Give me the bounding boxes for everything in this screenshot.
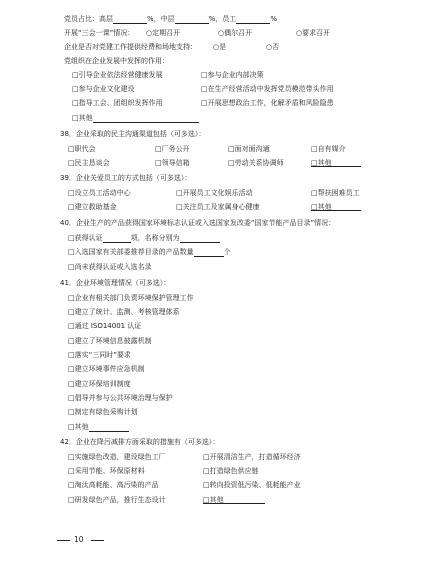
checkbox-option[interactable]: □建立了统计、监测、考核管理体系 xyxy=(68,308,180,316)
checkbox-option[interactable]: □建立了环境信息披露机制 xyxy=(68,337,152,345)
q41-title: 41．企业环境管理情况（可多选）： xyxy=(60,279,171,287)
other-label: □其他 xyxy=(203,496,224,504)
footer-dash-left xyxy=(57,540,70,541)
checkbox-option[interactable]: □开展清洁生产，打造循环经济 xyxy=(203,453,301,461)
checkbox-option[interactable]: □职代会 xyxy=(68,145,96,153)
checkbox-option[interactable]: □打造绿色供应链 xyxy=(203,467,259,475)
q40-certified-line xyxy=(68,234,220,243)
checkbox-option[interactable]: □转向投资低污染、低耗能产业 xyxy=(203,481,301,489)
checkbox-option[interactable]: □实施绿色改造，建设绿色工厂 xyxy=(68,453,166,461)
checkbox-listed[interactable]: □入选国家有关部委推荐目录的产品数量 xyxy=(68,248,194,256)
other-blank[interactable] xyxy=(311,203,361,211)
checkbox-option[interactable]: □建立环保培训制度 xyxy=(68,380,131,388)
role-question: 党组织在企业发展中发挥的作用： xyxy=(64,57,169,65)
checkbox-option[interactable]: □劳动关系协调师 xyxy=(228,159,284,167)
footer-dash-right xyxy=(91,540,104,541)
checkbox-option[interactable]: □引导企业依法经营健康发展 xyxy=(72,71,163,79)
checkbox-option[interactable]: □参与企业内部决策 xyxy=(201,71,264,79)
checkbox-option[interactable]: □倡导并参与公共环境治理与保护 xyxy=(68,394,173,402)
percent-sign: %， xyxy=(208,15,223,23)
names-label: 项，名称分别为 xyxy=(130,234,180,242)
venue-label: 企业是否对党建工作提供经费和场地支持： xyxy=(64,43,197,51)
checkbox-option[interactable]: □建立救助基金 xyxy=(68,203,117,211)
count-blank[interactable] xyxy=(103,235,131,243)
option-regular[interactable]: ○定期召开 xyxy=(146,29,181,37)
checkbox-other[interactable]: □其他 xyxy=(72,114,93,122)
checkbox-option[interactable]: □领导信箱 xyxy=(155,159,190,167)
page-number: 10 xyxy=(74,535,84,544)
q40-title: 40．企业生产的产品获得国家环境标志认证或入选国家发改委“国家节能产品目录”情况： xyxy=(60,219,336,227)
other-label: □其他 xyxy=(311,159,332,167)
other-label: □其他 xyxy=(311,203,332,211)
checkbox-option[interactable]: □研发绿色产品，推行生态设计 xyxy=(68,496,166,504)
checkbox-option[interactable]: □落实“三同时”要求 xyxy=(68,351,131,359)
staff-label: 员工 xyxy=(222,15,237,23)
other-blank[interactable] xyxy=(311,159,361,167)
checkbox-option[interactable]: □民主恳谈会 xyxy=(68,159,110,167)
q39-title: 39．企业关爱员工的方式包括（可多选）： xyxy=(60,174,192,182)
q40-listed-line xyxy=(68,248,231,257)
checkbox-option[interactable]: □制定有绿色采购计划 xyxy=(68,408,138,416)
checkbox-option[interactable]: □在生产经营活动中发挥党员模范带头作用 xyxy=(201,85,334,93)
option-required[interactable]: ○要求召开 xyxy=(296,29,331,37)
party-ratio-line xyxy=(64,15,277,24)
checkbox-other[interactable]: □其他 xyxy=(68,423,89,431)
unit-label: 个 xyxy=(223,248,231,256)
percent-sign: %， xyxy=(147,15,161,23)
q42-title: 42．企业在降污减排方面采取的措施有（可多选）： xyxy=(60,438,220,446)
three-one-label: 开展“三会一课”情况： xyxy=(64,29,135,37)
percent-sign: % xyxy=(270,15,277,23)
checkbox-option[interactable]: □自有媒介 xyxy=(311,145,346,153)
checkbox-option[interactable]: □参与企业文化建设 xyxy=(72,85,135,93)
checkbox-option[interactable]: □采用节能、环保原材料 xyxy=(68,467,145,475)
other-blank[interactable] xyxy=(93,115,199,123)
other-blank[interactable] xyxy=(203,496,265,504)
option-no[interactable]: ○否 xyxy=(266,43,280,51)
staff-blank[interactable] xyxy=(236,16,270,24)
names-blank[interactable] xyxy=(180,235,220,243)
checkbox-option[interactable]: □厂务公开 xyxy=(155,145,190,153)
checkbox-option[interactable]: □设立员工活动中心 xyxy=(68,189,131,197)
checkbox-option[interactable]: □帮扶困难员工 xyxy=(311,189,360,197)
checkbox-option[interactable]: □企业有相关部门负责环境保护管理工作 xyxy=(68,294,194,302)
checkbox-option[interactable]: □开展员工文化娱乐活动 xyxy=(176,189,253,197)
middle-label: 中层 xyxy=(160,15,175,23)
senior-blank[interactable] xyxy=(113,16,147,24)
option-yes[interactable]: ○是 xyxy=(213,43,227,51)
middle-blank[interactable] xyxy=(175,16,209,24)
checkbox-option[interactable]: □面对面沟通 xyxy=(228,145,270,153)
checkbox-certified[interactable]: □获得认证 xyxy=(68,234,103,242)
checkbox-not-certified[interactable]: □尚未获得认证或入选名录 xyxy=(68,263,152,271)
other-blank[interactable] xyxy=(89,424,129,432)
senior-label: 高层 xyxy=(99,15,113,23)
checkbox-option[interactable]: □建立环境事件应急机制 xyxy=(68,365,145,373)
quantity-blank[interactable] xyxy=(194,249,224,257)
q41-other xyxy=(68,423,129,432)
role-other xyxy=(72,114,199,123)
q38-title: 38．企业采取的民主沟通渠道包括（可多选）： xyxy=(60,130,206,138)
checkbox-option[interactable]: □淘汰高耗能、高污染的产品 xyxy=(68,481,159,489)
checkbox-option[interactable]: □指导工会、团组织发挥作用 xyxy=(72,99,163,107)
party-ratio-label: 党员占比： xyxy=(64,15,99,23)
checkbox-option[interactable]: □关注员工及家属身心健康 xyxy=(176,203,260,211)
checkbox-option[interactable]: □开展思想政治工作，化解矛盾和风险隐患 xyxy=(201,99,334,107)
option-occasional[interactable]: ○偶尔召开 xyxy=(218,29,253,37)
checkbox-option[interactable]: □通过 ISO14001 认证 xyxy=(68,322,142,330)
